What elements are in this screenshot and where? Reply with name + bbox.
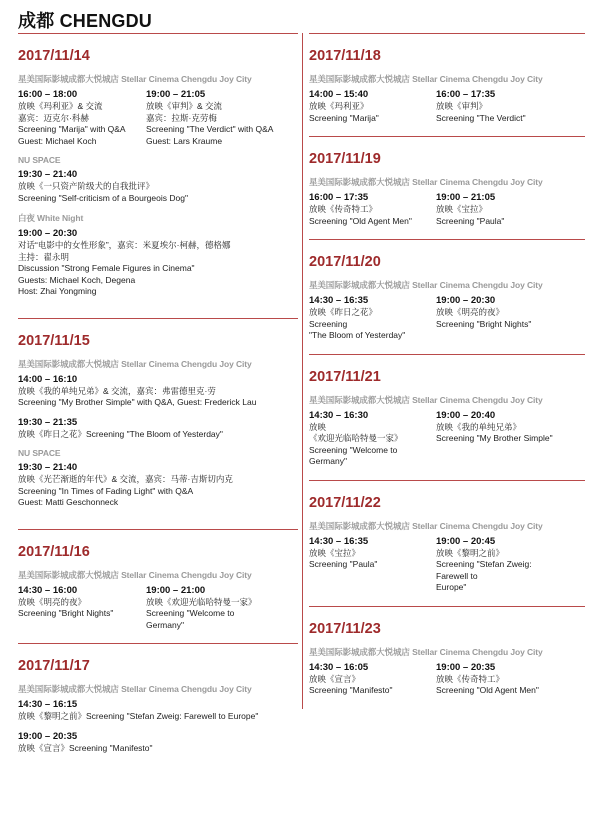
screening-group	[309, 295, 585, 342]
screening-time: 19:00 – 20:35	[436, 661, 496, 673]
screening-line: Screening "Welcome to Germany"	[146, 608, 235, 630]
screening-line: 放映《明亮的夜》	[18, 596, 87, 607]
day-section	[309, 136, 585, 239]
screening-item	[18, 228, 298, 298]
venue-label: 星美国际影城成都大悦城店 Stellar Cinema Chengdu Joy City	[309, 394, 543, 405]
screening-item	[309, 662, 436, 697]
screening-line: Screening "Stefan Zweig: Farewell to	[436, 559, 532, 581]
venue-label: 星美国际影城成都大悦城店 Stellar Cinema Chengdu Joy City	[309, 280, 543, 290]
screening-line: Screening "Old Agent Men"	[436, 685, 539, 695]
venue-label: 星美国际影城成都大悦城店 Stellar Cinema Chengdu Joy City	[18, 569, 252, 580]
date-heading: 2017/11/18	[309, 48, 381, 64]
date-heading: 2017/11/14	[18, 48, 90, 64]
screening-group	[309, 89, 585, 124]
date-heading: 2017/11/15	[18, 332, 90, 349]
screening-item	[146, 89, 274, 147]
screening-line: Screening "Paula"	[436, 215, 505, 226]
screening-time: 19:30 – 21:35	[18, 416, 78, 428]
screening-line: 放映《玛利亚》& 交流	[18, 101, 103, 111]
screening-line: 放映《明亮的夜》	[436, 307, 505, 317]
venue-label: 星美国际影城成都大悦城店 Stellar Cinema Chengdu Joy City	[18, 684, 252, 694]
screening-line: Guest: Matti Geschonneck	[18, 497, 119, 507]
screening-group	[18, 462, 298, 509]
screening-time: 19:00 – 20:40	[436, 409, 496, 421]
date-heading: 2017/11/22	[309, 494, 381, 511]
screening-time: 14:30 – 16:15	[18, 699, 78, 710]
screening-time: 19:30 – 21:40	[18, 462, 78, 473]
day-section	[18, 643, 298, 774]
day-section	[309, 33, 585, 136]
screening-line: Screening	[309, 318, 348, 329]
venue-label: 星美国际影城成都大悦城店 Stellar Cinema Chengdu Joy City	[309, 177, 543, 187]
screening-item	[309, 192, 436, 227]
screening-item	[18, 169, 298, 204]
screening-line: Screening "Old Agent Men"	[309, 215, 412, 226]
screening-item	[436, 295, 563, 342]
screening-line: 放映《宣言》Screening "Manifesto"	[18, 742, 153, 753]
screening-group	[18, 374, 298, 441]
screening-line: Guests: Michael Koch, Degena	[18, 274, 136, 285]
screening-time: 16:00 – 17:35	[436, 89, 496, 100]
screening-line: 放映《宝拉》	[436, 204, 488, 214]
screening-line: Screening "Manifesto"	[309, 685, 393, 695]
screening-time: 14:30 – 16:30	[309, 409, 369, 421]
screening-line: Screening "My Brother Simple" with Q&A, Guest: Frederick Lau	[18, 397, 257, 407]
screening-line: 放映《传奇特工》	[309, 204, 378, 214]
day-section	[309, 480, 585, 606]
screening-line: 放映《欢迎光临哈特曼一家》	[146, 596, 257, 607]
screening-line: 放映《黎明之前》Screening "Stefan Zweig: Farewell to Europe"	[18, 711, 259, 721]
screening-line: 对话“电影中的女性形象”，嘉宾：米夏埃尔·柯赫，德格娜	[18, 240, 231, 250]
screening-item	[18, 585, 146, 632]
screening-item	[309, 89, 436, 124]
screening-item	[18, 731, 298, 755]
screening-line: Screening "Bright Nights"	[436, 318, 532, 329]
screening-item	[18, 374, 298, 409]
screening-line: Screening "In Times of Fading Light" with Q&A	[18, 485, 194, 496]
screening-group	[309, 536, 585, 594]
day-section	[309, 354, 585, 480]
screening-item	[436, 192, 563, 227]
screening-item	[309, 295, 436, 342]
screening-line: 放映《黎明之前》	[436, 547, 505, 558]
screening-group	[309, 192, 585, 227]
screening-time: 19:00 – 21:05	[146, 89, 206, 100]
venue-label: NU SPACE	[18, 448, 61, 458]
screening-time: 19:00 – 21:05	[436, 192, 496, 203]
venue-label: 星美国际影城成都大悦城店 Stellar Cinema Chengdu Joy City	[18, 358, 252, 369]
day-section	[18, 318, 298, 529]
screening-time: 14:30 – 16:00	[18, 584, 78, 596]
screening-line: Discussion "Strong Female Figures in Cinema"	[18, 263, 195, 273]
screening-line: 嘉宾：拉斯·克劳梅	[146, 112, 217, 123]
screening-line: 放映《昨日之花》	[309, 307, 378, 317]
screening-line: 放映《昨日之花》Screening "The Bloom of Yesterday"	[18, 428, 223, 439]
screening-line: Screening "The Verdict" with Q&A	[146, 124, 274, 134]
screening-line: 放映《宝拉》	[309, 547, 361, 558]
screening-time: 14:30 – 16:35	[309, 295, 369, 306]
screening-item	[18, 417, 298, 441]
venue-label: 星美国际影城成都大悦城店 Stellar Cinema Chengdu Joy City	[309, 646, 543, 657]
venue-label: 白夜 White Night	[18, 213, 84, 223]
screening-line: 放映《审判》& 交流	[146, 101, 223, 111]
screening-line: Screening "The Verdict"	[436, 112, 526, 123]
screening-time: 19:00 – 20:45	[436, 535, 496, 547]
screening-group	[309, 410, 585, 468]
screening-line: 放映《我的单纯兄弟》	[436, 421, 522, 432]
screening-line: 《欢迎光临哈特曼一家》	[309, 433, 403, 443]
screening-group	[309, 662, 585, 697]
screening-time: 19:30 – 21:40	[18, 169, 78, 180]
screening-group	[18, 228, 298, 298]
screening-item	[436, 662, 563, 697]
screening-item	[309, 536, 436, 594]
date-heading: 2017/11/23	[309, 620, 381, 637]
screening-time: 19:00 – 20:30	[18, 228, 78, 239]
schedule-left-column	[18, 33, 298, 774]
screening-line: Europe"	[436, 582, 467, 592]
screening-line: Screening "My Brother Simple"	[436, 433, 553, 443]
date-heading: 2017/11/20	[309, 254, 381, 270]
date-heading: 2017/11/17	[18, 658, 90, 674]
screening-time: 14:00 – 15:40	[309, 89, 369, 100]
screening-group	[18, 699, 298, 754]
screening-line: 放映《玛利亚》	[309, 101, 369, 111]
date-heading: 2017/11/16	[18, 543, 90, 560]
screening-item	[18, 462, 298, 509]
screening-line: 嘉宾：迈克尔·科赫	[18, 112, 89, 123]
day-section	[18, 33, 298, 318]
screening-item	[18, 699, 298, 723]
screening-time: 19:00 – 20:35	[18, 730, 78, 742]
screening-time: 16:00 – 17:35	[309, 192, 369, 203]
venue-label: 星美国际影城成都大悦城店 Stellar Cinema Chengdu Joy City	[309, 520, 543, 531]
screening-item	[436, 410, 563, 468]
screening-line: 放映《审判》	[436, 101, 488, 111]
screening-line: 放映《我的单纯兄弟》& 交流，嘉宾：弗雷德里克·劳	[18, 385, 216, 396]
screening-time: 14:30 – 16:35	[309, 535, 369, 547]
screening-item	[309, 410, 436, 468]
date-heading: 2017/11/19	[309, 151, 381, 167]
screening-line: Screening "Marija"	[309, 112, 379, 123]
venue-label: 星美国际影城成都大悦城店 Stellar Cinema Chengdu Joy City	[309, 74, 543, 84]
screening-time: 14:30 – 16:05	[309, 661, 369, 673]
screening-group	[18, 89, 298, 147]
date-heading: 2017/11/21	[309, 368, 381, 385]
screening-time: 16:00 – 18:00	[18, 89, 78, 100]
screening-item	[146, 585, 274, 632]
screening-item	[436, 89, 563, 124]
screening-time: 19:00 – 20:30	[436, 295, 496, 306]
day-section	[18, 529, 298, 644]
day-section	[309, 239, 585, 354]
day-section	[309, 606, 585, 709]
screening-line: Screening "Marija" with Q&A	[18, 124, 126, 134]
screening-line: 放映《光芒渐逝的年代》& 交流，嘉宾：马蒂·吉斯切内克	[18, 474, 233, 484]
city-title: 成都 CHENGDU	[18, 11, 153, 31]
screening-line: 放映《一只资产阶级犬的自我批评》	[18, 181, 155, 191]
screening-line: Screening "Self-criticism of a Bourgeois Dog"	[18, 192, 188, 203]
screening-item	[436, 536, 563, 594]
screening-line: Screening "Welcome to	[309, 444, 398, 455]
screening-line: Guest: Michael Koch	[18, 135, 97, 146]
screening-time: 14:00 – 16:10	[18, 373, 78, 385]
screening-line: Guest: Lars Kraume	[146, 135, 223, 146]
screening-line: "The Bloom of Yesterday"	[309, 330, 406, 340]
screening-line: 主持：翟永明	[18, 251, 70, 262]
screening-group	[18, 585, 298, 632]
screening-line: 放映《传奇特工》	[436, 673, 505, 684]
screening-item	[18, 89, 146, 147]
screening-line: 放映	[309, 421, 327, 432]
venue-label: NU SPACE	[18, 155, 61, 165]
screening-line: Germany"	[309, 456, 347, 466]
schedule-right-column	[302, 33, 585, 709]
screening-line: 放映《宣言》	[309, 673, 361, 684]
screening-line: Host: Zhai Yongming	[18, 286, 97, 296]
venue-label: 星美国际影城成都大悦城店 Stellar Cinema Chengdu Joy City	[18, 74, 252, 84]
screening-line: Screening "Bright Nights"	[18, 608, 114, 618]
screening-group	[18, 169, 298, 204]
screening-line: Screening "Paula"	[309, 559, 378, 569]
screening-time: 19:00 – 21:00	[146, 584, 206, 596]
